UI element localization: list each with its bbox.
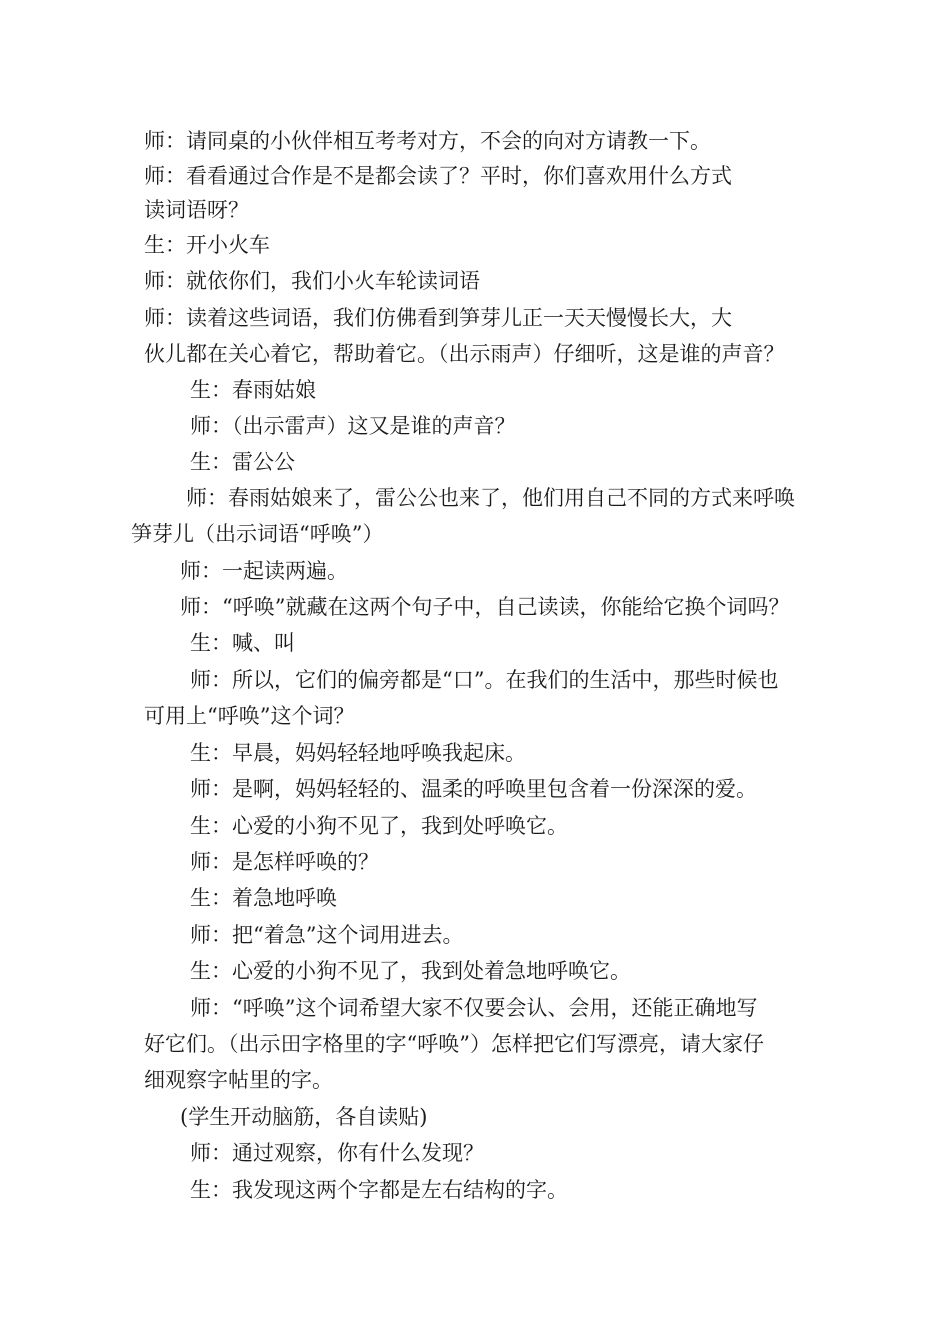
text-line-2: 师：看看通过合作是不是都会读了？平时，你们喜欢用什么方式 [144, 164, 732, 188]
text-line-7: 伙儿都在关心着它，帮助着它。（出示雨声）仔细听，这是谁的声音？ [144, 342, 785, 366]
text-line-5: 师：就依你们，我们小火车轮读词语 [144, 269, 480, 293]
text-line-9: 师：（出示雷声）这又是谁的声音？ [190, 414, 516, 438]
text-line-26: 好它们。（出示田字格里的字“呼唤”）怎样把它们写漂亮，请大家仔 [144, 1032, 764, 1056]
text-line-6: 师：读着这些词语，我们仿佛看到笋芽儿正一天天慢慢长大，大 [144, 306, 732, 330]
text-line-27: 细观察字帖里的字。 [144, 1068, 333, 1092]
text-line-4: 生：开小火车 [144, 233, 270, 257]
text-line-21: 师：是怎样呼唤的？ [190, 850, 379, 874]
text-line-23: 师：把“着急”这个词用进去。 [190, 923, 464, 947]
text-line-17: 可用上“呼唤”这个词？ [144, 704, 355, 728]
text-line-10: 生：雷公公 [190, 450, 295, 474]
text-line-22: 生：着急地呼唤 [190, 886, 337, 910]
text-line-11: 师：春雨姑娘来了，雷公公也来了，他们用自己不同的方式来呼唤 [186, 486, 795, 510]
text-line-14: 师：“呼唤”就藏在这两个句子中，自己读读，你能给它换个词吗？ [180, 595, 790, 619]
text-line-13: 师：一起读两遍。 [180, 559, 348, 583]
text-line-18: 生：早晨，妈妈轻轻地呼唤我起床。 [190, 741, 526, 765]
text-line-3: 读词语呀？ [144, 198, 249, 222]
text-line-19: 师：是啊，妈妈轻轻的、温柔的呼唤里包含着一份深深的爱。 [190, 777, 757, 801]
text-line-1: 师：请同桌的小伙伴相互考考对方，不会的向对方请教一下。 [144, 129, 711, 153]
text-line-16: 师：所以，它们的偏旁都是“口”。在我们的生活中，那些时候也 [190, 668, 779, 692]
text-line-8: 生：春雨姑娘 [190, 378, 316, 402]
text-line-24: 生：心爱的小狗不见了，我到处着急地呼唤它。 [190, 959, 631, 983]
text-line-28: (学生开动脑筋，各自读贴) [180, 1105, 428, 1129]
text-line-15: 生：喊、叫 [190, 631, 295, 655]
text-line-20: 生：心爱的小狗不见了，我到处呼唤它。 [190, 814, 568, 838]
text-line-29: 师：通过观察，你有什么发现？ [190, 1141, 484, 1165]
text-line-25: 师：“呼唤”这个词希望大家不仅要会认、会用，还能正确地写 [190, 996, 758, 1020]
text-line-30: 生：我发现这两个字都是左右结构的字。 [190, 1178, 568, 1202]
text-line-12: 笋芽儿（出示词语“呼唤”） [131, 522, 384, 546]
